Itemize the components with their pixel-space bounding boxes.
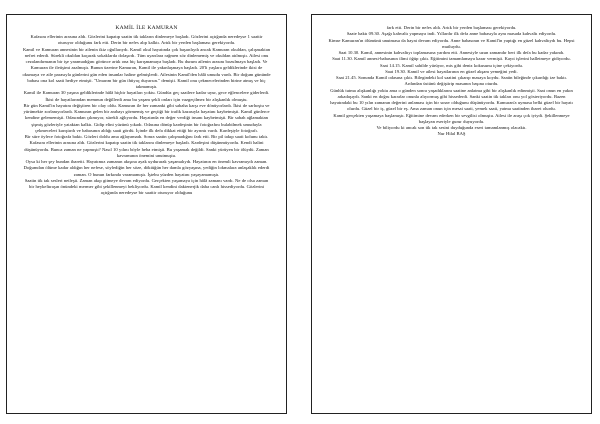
paragraph: Kamil ve Kamuran annesinin bir ailenin ikiz oğullarıydı. Kamil okul hayatında çok başarılıydı ancak Kamuran okuldan, çalışmaktan nefret ederdi. Sürekli okuldan kaçarak sokaklarda dolaşırdı. Tüm uyarılara rağmen söz dinlememiş ve okuldan atılmıştı. Ailesi onu cezalandırmanın bir işe yaramadığını görünce artık ona hiç karışmamaya başladı. Bu durum ailenin arasını bozulmaya başladı. Ve Kamuran ile iletişimi azalmıştı. Bunun üzerine Kamuran, Kamil ile yakınlaşmaya başladı. 20'li yaşlara geldiklerinde ikisi de okumaya ve aile parasıyla günlerini gün eden insanlar haline gelmişlerdi. Ailesinin Kamil'den hâlâ umudu vardı. Bir doğum gününde babası ona kol saati hediye etmişti. "Umarım bir gün ihtiyaç duyarsın." demişti. Kamil onu çekmecelerinden birine atmış ve hiç takmamıştı. xyxy=(22,46,271,89)
paragraph: Ve biliyordu ki ancak son tik tak sesini duyduğunda eseri tamamlanmış olacaktı. xyxy=(376,125,527,130)
right-page xyxy=(311,14,592,414)
paragraph: Saat 10.30. Kamil, annesinin kahvaltıyı toplamasına yardım etti. Annesiyle uzun zamandır beri ilk defa bu kadar yakındı. xyxy=(338,50,565,55)
paragraph: Bir süre öylece fotoğrafa baktı. Gözleri doldu ama ağlayamadı. Sonra saatin çalışmadığını fark etti. Bir pil takıp saati kolunu taktı. Kafasını ellerinin arasına aldı. Gözlerini kapatıp saatin tik taklarını dinlemeye başladı. Kardeşini düşünmüyordu. Kendi halini düşünüyordu. Bunca zaman ne yapmıştı? Nasıl 10 yılını böyle heba etmişti. Bu yaşamak değildi. Sanki yürüyen bir ölüydü. Zaman kavramının önemini unutmuştu. xyxy=(24,134,269,158)
paragraph: Saat 11.30. Kamil annesi-babasının ilimi öğüp çıktı. Eğitimini tamamlamaya karar vermişti. Kayıt işlerini halletmeye gidiyordu. xyxy=(332,56,571,62)
paragraph: Saat 14.15. Kamil sahilde yürüyor, mis gibi deniz kokusunu içine çekiyordu. xyxy=(380,62,523,68)
document-title: KAMİL İLE KAMURAN xyxy=(115,25,178,31)
paragraph: Saat 21.45. Sonunda Kamil odasına çıktı. Bilegindeki kol saatini çıkarıp masaya koydu. Saatin bileğinde çıkardığı ize baktı. Ardından üstünü değiştirip masanın başına oturdu. xyxy=(336,75,567,87)
paragraph: Kimse Kamuran'ın ölümünü unutmasa da hayat devam ediyordu. Anne babasının ve Kamil'in yaptığı en güzel kahvaltıydı bu. Hepsi mutluydu. xyxy=(328,37,575,49)
paragraph: Kamil ile Kamuran 30 yaşına geldiklerinde hâlâ hiçbir hayatları yoktu. Gündüz geç saatlere kadar uyur, gece eğlencelere giderlerdi. İkisi de hayatlarından memnun değillerdi ama bu yaşam şekli onları için vazgeçilmez bir alışkanlık olmuştu. xyxy=(23,90,270,102)
paragraph: Saatin tik tak sesleri netleşti. Zaman akıp gitmeye devam ediyordu. Gerçekten yaşamaya için hâlâ zamanı vardı. Ne de olsa zaman bir heykeltıraşın önündeki mermer gibi şekillenmeyi bekliyordu. Kamil kendini dakienerjik daha canlı hissediyordu. Gözlerini açtığında neredeyse bir saattir oturuyor olduğunu xyxy=(24,177,269,196)
paragraph: Saate baktı 09.30. Aşağı kahvaltı yapmaya indi. Yıllardır ilk defa anne babasıyla aynı masada kahvaltı ediyordu. xyxy=(346,31,557,37)
paragraph: Kamil gerçekten yaşamaya başlamıştı. Eğitimine devam ederken bir sevgilisi olmuştu. Ailesi ile araşı çok iyiydi. Şekillenmeye başlayan eseriyle gurur duyuyordu. xyxy=(333,112,570,124)
paragraph: Bir gün Kamil'in hayatını değiştiren bir olay oldu. Kamuran ile her zamanki gibi sabaha karşı eve dönüyorlardı. İkisi de sarhoştu ve yürümekte zorlanıyorlardı. Kamuran gelen bir arabayı görmemiş ve geçtiği bir trafik kazasıyla hayatını kaybetmişti. Kamil günlerce kendine gelememişti. Odasından çıkmıyor, sürekli ağlıyordu. Hayatında en değer verdiği insanı kaybetmişti. Bir sabah ağlamaktan şişmiş gözleriyle yataktan kalktı. Gidip elini yüzünü yıkadı. Odasına dönüp kardeşinin bir fotoğrafını bulabilmek umuduyla çekmeceleri karıştırdı ve babasının aldığı saati gördü. İçinde ilk defa dikkat ettiği bir ayrıntı vardı. Kardeşiyle fotoğrafı. xyxy=(23,102,270,133)
left-page xyxy=(6,14,287,414)
author-signature: Nur Hilal BAŞ xyxy=(437,131,466,137)
paragraph: Saat 19.30. Kamil ve ailesi hayatlarının en güzel akşam yemeğini yedi. xyxy=(385,68,518,74)
paragraph: fark etti. Derin bir nefes aldı. Artık bir yerden başlaması gerekiyordu. xyxy=(386,25,517,30)
left-column xyxy=(22,25,271,405)
right-column xyxy=(327,25,576,405)
paragraph: Kafasını ellerinin arasına aldı. Gözlerini kapatıp saatin tik takların dinlemeye başladı. Gözlerini açtığında neredeyse 1 saattir oturuyor olduğunu fark etti. Derin bir nefes alıp kalktı. Artık bir yerden başlaması gerekiyordu. xyxy=(30,34,263,46)
paragraph: Oysa ki her şey bundan ibaretti. Hayatımız zamanın akışına ayak uydurarak yaşamalıydı. Hayatının en önemli kavramıydı zaman. Doğumdan ölüme kadar aldığın her nefese, söylediğin her söze, döktüğün her damla gözyaşına, yediğin lokmalara anlaşaklık ederdi zaman. O bunun farkında varamamıştı. İştebu yüzden hayatını yaşayamamıştı. xyxy=(23,159,270,177)
paragraph: Günlük tutma alışkanlığı yoktu ama o günden sonra yaşadıklarını saatine anlatma gibi bir alışkanlık edinmişti. Saat onun en yakın arkadaşıydı. Sanki en doğru kararlar onunla alıyormuş gibi hissederdi. Sanki saatin tik takları onu yol gösteriyordu. Bazen hayatındaki bu 10 yılın zamanın değerini anlaması için bir sınav olduğunu düşünüyordu. Kamuran'a uymasa belki güzel bir hayatı olurdu. Güzel bir iş, güzel bir eş. Ama zaman onun için mesai saati, yemek saati, yatma saatinden ibaret olurdu. xyxy=(330,87,573,112)
